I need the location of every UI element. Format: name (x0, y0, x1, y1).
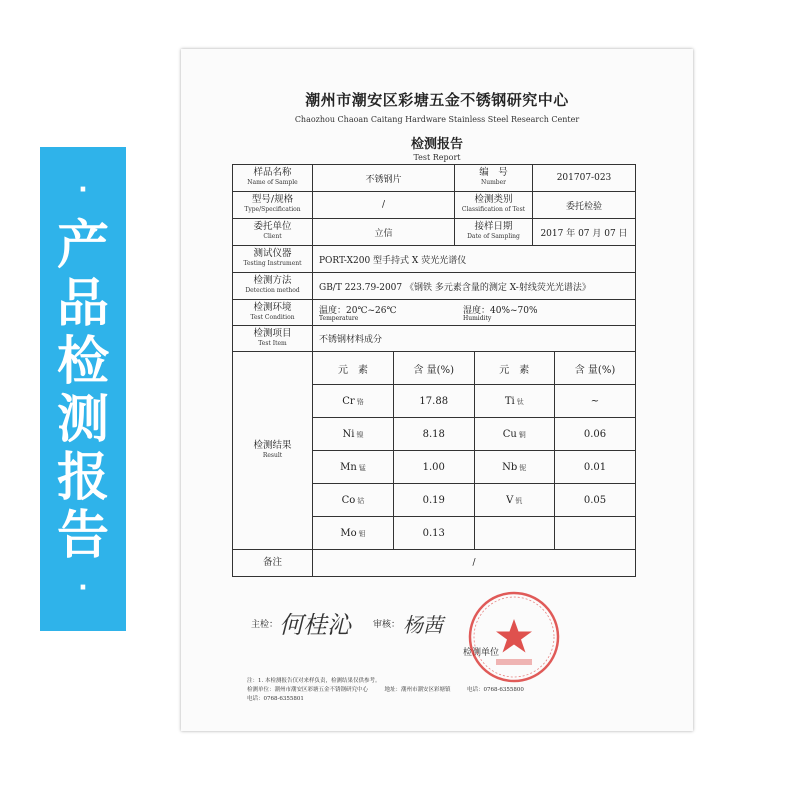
table-row (313, 517, 635, 550)
number-label: 编 号 Number (455, 165, 533, 192)
content-cell: ~ (555, 385, 636, 418)
element-cell: Nb 铌 (474, 451, 555, 484)
client-value: 立信 (313, 219, 455, 246)
temperature-value: 温度：20℃~26℃ (319, 306, 397, 316)
table-row (313, 418, 635, 451)
result-cell (313, 352, 636, 550)
table-row (313, 484, 635, 517)
results-header: 元 素 (313, 352, 394, 385)
element-cell: Cu 铜 (474, 418, 555, 451)
report-title-en: Test Report (413, 153, 461, 162)
number-value: 201707-023 (533, 165, 636, 192)
condition-value (313, 300, 636, 326)
results-header: 元 素 (474, 352, 555, 385)
reviewer-label: 审核： (373, 620, 401, 630)
banner-char: 报 (56, 448, 109, 508)
condition-label: 检测环境 Test Condition (233, 300, 313, 326)
content-cell: 1.00 (394, 451, 475, 484)
side-banner (40, 147, 126, 631)
item-label: 检测项目 Test Item (233, 326, 313, 352)
content-cell: 17.88 (394, 385, 475, 418)
element-cell (474, 517, 555, 550)
class-label: 检测类别 Classification of Test (455, 192, 533, 219)
humidity-label-en: Humidity (463, 315, 492, 322)
element-cell: Co 钴 (313, 484, 394, 517)
element-cell: V 钒 (474, 484, 555, 517)
banner-dot-bottom: · (78, 573, 88, 603)
results-header: 含 量(%) (394, 352, 475, 385)
method-label: 检测方法 Detection method (233, 273, 313, 300)
content-cell: 8.18 (394, 418, 475, 451)
footnote-line: 注：1. 本检测报告仅对来样负责，检测结果仅供参考。 (247, 678, 381, 684)
instrument-value: PORT-X200 型手持式 X 荧光光谱仪 (313, 246, 636, 273)
element-cell: Mo 钼 (313, 517, 394, 550)
results-header: 含 量(%) (555, 352, 636, 385)
banner-char: 检 (56, 332, 109, 392)
sample-label: 样品名称 Name of Sample (233, 165, 313, 192)
official-seal-icon (466, 589, 562, 685)
type-label: 型号/规格 Type/Specification (233, 192, 313, 219)
banner-char: 产 (56, 216, 109, 276)
type-value: / (313, 192, 455, 219)
inspector-label: 主检： (251, 620, 279, 630)
content-cell: 0.05 (555, 484, 636, 517)
report-org-title: 潮州市潮安区彩塘五金不锈钢研究中心 (305, 91, 569, 109)
content-cell: 0.13 (394, 517, 475, 550)
banner-dot-top: · (78, 175, 88, 205)
client-label: 委托单位 Client (233, 219, 313, 246)
report-table (232, 164, 636, 577)
banner-char: 告 (56, 506, 109, 566)
content-cell: 0.06 (555, 418, 636, 451)
element-cell: Ti 钛 (474, 385, 555, 418)
sample-value: 不锈钢片 (313, 165, 455, 192)
table-row (313, 385, 635, 418)
content-cell: 0.01 (555, 451, 636, 484)
results-table (313, 352, 635, 549)
report-org-title-en: Chaozhou Chaoan Caitang Hardware Stainless Steel Research Center (294, 115, 580, 124)
unit-label: 检测单位 (463, 648, 500, 658)
banner-char: 品 (56, 274, 109, 334)
test-report-document (181, 49, 693, 731)
humidity-value: 湿度：40%~70% (463, 306, 538, 316)
content-cell: 0.19 (394, 484, 475, 517)
result-label: 检测结果 Result (233, 352, 313, 550)
element-cell: Mn 锰 (313, 451, 394, 484)
date-value: 2017 年 07 月 07 日 (533, 219, 636, 246)
report-title: 检测报告 (410, 137, 463, 152)
temperature-label-en: Temperature (319, 315, 359, 322)
date-label: 接样日期 Date of Sampling (455, 219, 533, 246)
footnote-line: 检测单位：潮州市潮安区彩塘五金不锈钢研究中心 地址：潮州市潮安区彩塘镇 电话：0768-6355800 (247, 687, 524, 693)
class-value: 委托检验 (533, 192, 636, 219)
element-cell: Ni 镍 (313, 418, 394, 451)
item-value: 不锈钢材料成分 (313, 326, 636, 352)
banner-char: 测 (56, 390, 109, 450)
reviewer-signature: 杨茜 (403, 613, 443, 637)
remark-label: 备注 (233, 550, 313, 577)
footnotes (247, 677, 524, 704)
remark-value: / (313, 550, 636, 577)
element-cell: Cr 铬 (313, 385, 394, 418)
content-cell (555, 517, 636, 550)
instrument-label: 测试仪器 Testing Instrument (233, 246, 313, 273)
method-value: GB/T 223.79-2007 《钢铁 多元素含量的测定 X-射线荧光光谱法》 (313, 273, 636, 300)
table-row (313, 451, 635, 484)
footnote-line: 电话：0768-6355801 (247, 696, 304, 702)
inspector-signature: 何桂沁 (279, 611, 351, 639)
